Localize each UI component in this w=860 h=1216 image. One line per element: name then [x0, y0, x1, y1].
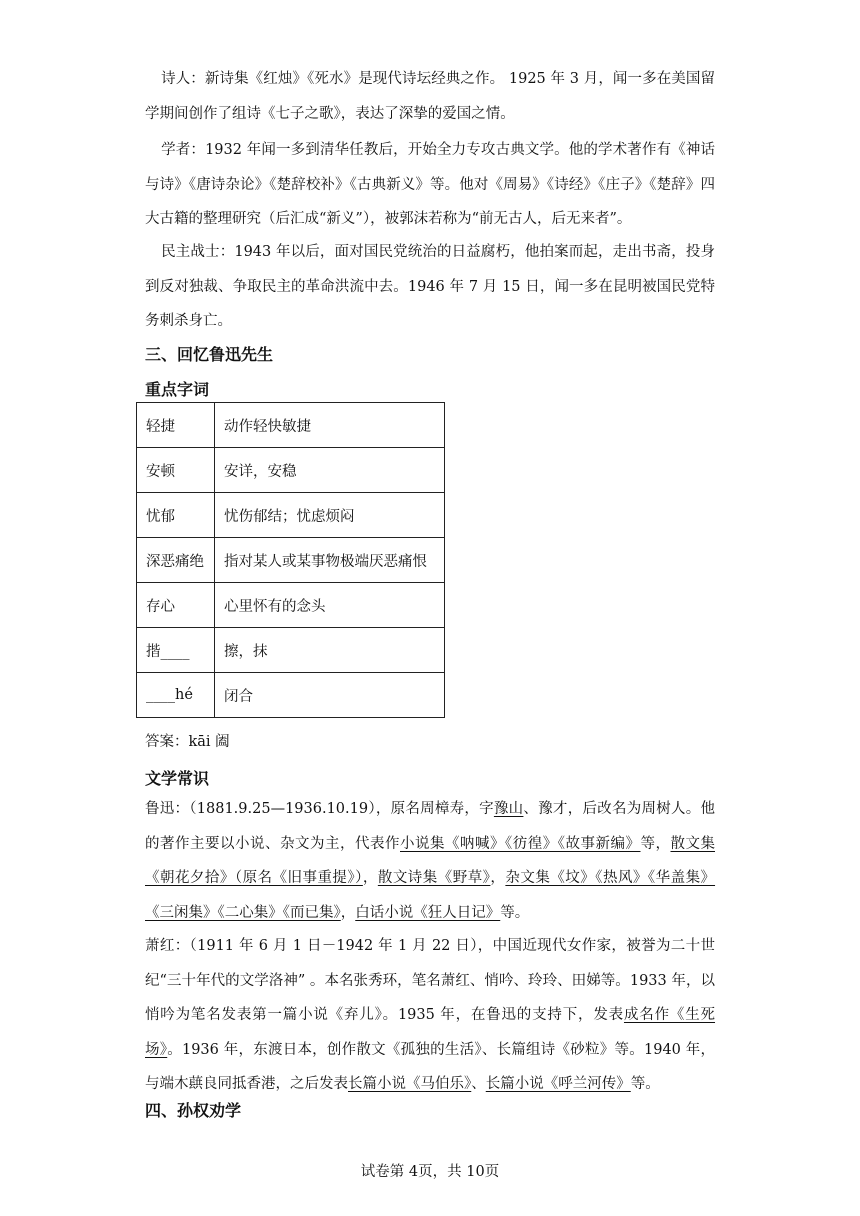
table-row — [137, 493, 445, 538]
xiaohong-underline: 长篇小说《马伯乐》 — [348, 1076, 472, 1092]
xiaohong-paragraph — [145, 929, 715, 1102]
literature-title: 文学常识 — [145, 769, 210, 788]
xiaohong-underline: 成名作《生死场》 — [145, 1007, 716, 1058]
vocab-meaning: 擦，抹 — [215, 628, 445, 673]
table-row — [137, 583, 445, 628]
vocab-word: 安顿 — [137, 448, 215, 493]
luxun-text: 等， — [640, 835, 671, 852]
xiaohong-text: 等。 — [630, 1076, 660, 1092]
vocab-meaning: 指对某人或某事物极端厌恶痛恨 — [215, 538, 445, 583]
vocab-word: 存心 — [137, 583, 215, 628]
luxun-underline: 豫山 — [493, 801, 524, 817]
table-row — [137, 628, 445, 673]
luxun-text: ， — [490, 870, 506, 886]
xiaohong-text: 萧红：（1911 年 6 月 1 日－1942 年 1 月 22 日），中国近现代女作家，被誉为二十世纪“三十年代的文学洛神” 。本名张秀环，笔名萧红、悄吟、玲玲、田娣等。1933 年，以悄吟为笔名发表第一篇小说《弃儿》。1935 年，在鲁迅的支持下，发表 — [145, 938, 715, 1023]
vocab-word: 揩____ — [137, 628, 215, 673]
answer-line: 答案：kāi 阖 — [145, 734, 230, 750]
fighter-lead: 民主战士： — [161, 244, 235, 260]
luxun-underline: 散文诗集《野草》 — [377, 870, 491, 886]
luxun-underline: 白话小说《狂人日记》 — [355, 904, 501, 921]
table-row — [137, 673, 445, 718]
poet-lead: 诗人： — [161, 71, 205, 87]
poet-paragraph — [145, 62, 715, 131]
xiaohong-underline: 长篇小说《呼兰河传》 — [485, 1076, 631, 1092]
luxun-text: ， — [340, 904, 356, 921]
luxun-text: 鲁迅：（1881.9.25—1936.10.19），原名周樟寿，字 — [145, 801, 494, 817]
vocab-meaning: 心里怀有的念头 — [215, 583, 445, 628]
vocab-word: 忧郁 — [137, 493, 215, 538]
section-3-title: 三、回忆鲁迅先生 — [145, 345, 274, 364]
key-words-title: 重点字词 — [145, 380, 210, 399]
scholar-lead: 学者： — [161, 142, 206, 158]
luxun-underline: 杂文集《坟》《热风》《华盖集》《三闲集》《二心集》《而已集》 — [145, 870, 716, 921]
luxun-underline: 散文集《朝花夕拾》（原名《旧事重提》） — [145, 835, 715, 886]
section-4-title: 四、孙权劝学 — [145, 1101, 242, 1120]
fighter-text: 1943 年以后，面对国民党统治的日益腐朽，他拍案而起，走出书斋，投身到反对独裁、争取民主的革命洪流中去。1946 年 7 月 15 日，闻一多在昆明被国民党特务刺杀身亡。 — [145, 244, 716, 329]
vocab-meaning: 忧伤郁结；忧虑烦闷 — [215, 493, 445, 538]
luxun-text: ， — [362, 870, 378, 886]
vocab-meaning: 闭合 — [215, 673, 445, 718]
table-row — [137, 538, 445, 583]
luxun-paragraph — [145, 792, 715, 930]
vocab-word: 深恶痛绝 — [137, 538, 215, 583]
luxun-text: 、豫才，后改名为周树人。他的著作主要以小说、杂文为主，代表作 — [145, 801, 715, 852]
vocab-table — [136, 402, 445, 718]
page-footer: 试卷第 4页，共 10页 — [360, 1164, 500, 1180]
table-row — [137, 448, 445, 493]
luxun-underline: 小说集《呐喊》《彷徨》《故事新编》 — [400, 835, 641, 852]
vocab-word: ____hé — [137, 673, 215, 718]
vocab-word: 轻捷 — [137, 403, 215, 448]
table-row — [137, 403, 445, 448]
vocab-meaning: 安详，安稳 — [215, 448, 445, 493]
xiaohong-text: 。1936 年，东渡日本，创作散文《孤独的生活》、长篇组诗《砂粒》等。1940 年，与端木蕻良同抵香港，之后发表 — [145, 1041, 715, 1092]
scholar-paragraph — [145, 133, 715, 237]
scholar-text: 1932 年闻一多到清华任教后，开始全力专攻古典文学。他的学术著作有《神话与诗》《唐诗杂论》《楚辞校补》《古典新义》等。他对《周易》《诗经》《庄子》《楚辞》四大古籍的整理研究（后汇成“新义”），被郭沫若称为“前无古人，后无来者”。 — [145, 142, 716, 227]
poet-text: 新诗集《红烛》《死水》是现代诗坛经典之作。 1925 年 3 月，闻一多在美国留学期间创作了组诗《七子之歌》，表达了深挚的爱国之情。 — [145, 71, 716, 122]
luxun-text: 等。 — [500, 904, 530, 921]
vocab-meaning: 动作轻快敏捷 — [215, 403, 445, 448]
fighter-paragraph — [145, 235, 715, 339]
xiaohong-text: 、 — [471, 1076, 486, 1092]
